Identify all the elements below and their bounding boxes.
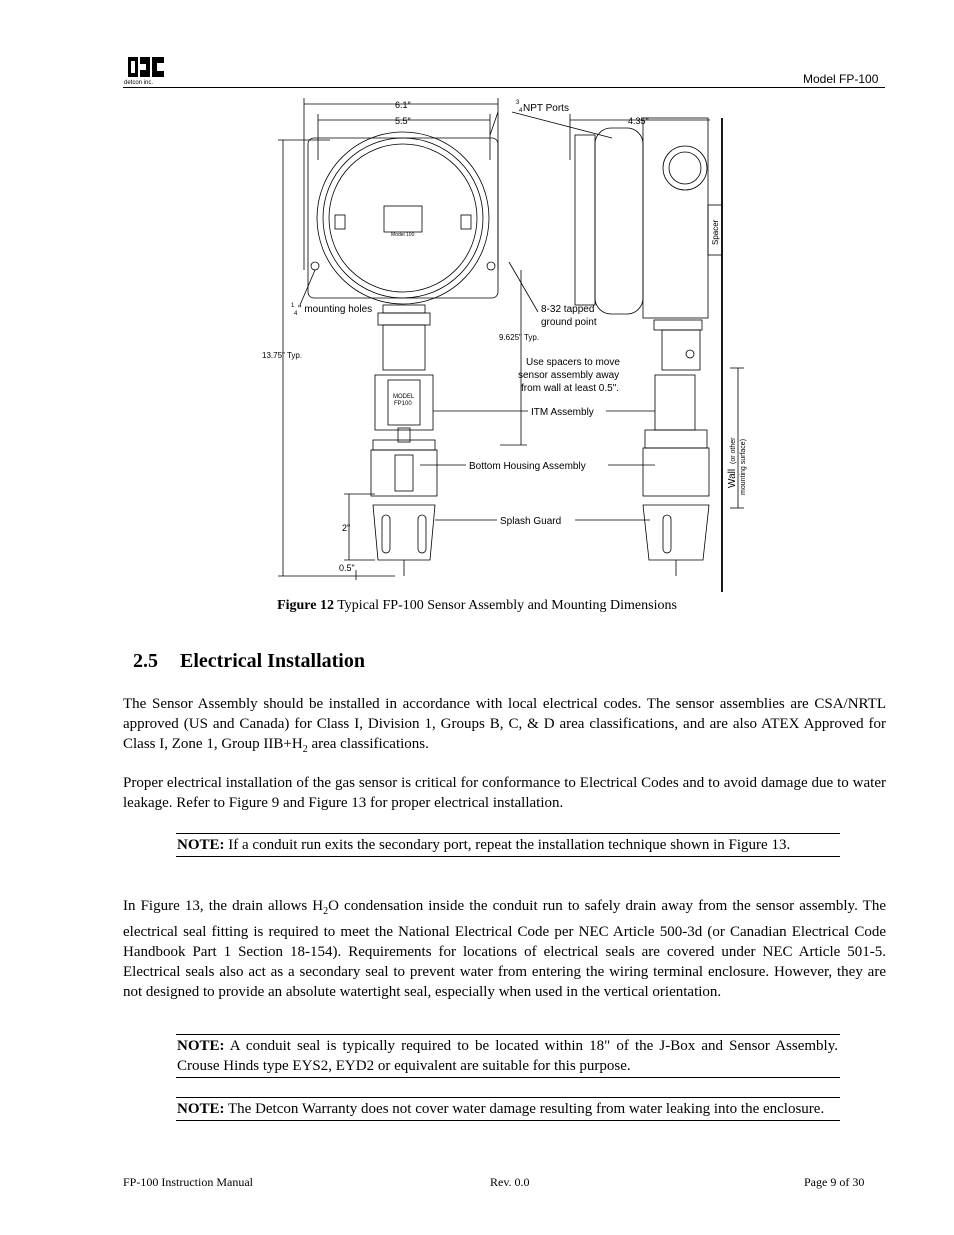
footer-manual: FP-100 Instruction Manual — [123, 1175, 253, 1189]
itm-fp-text: FP100 — [394, 401, 412, 407]
itm-model-text: MODEL — [393, 394, 415, 400]
p1-text-a: The Sensor Assembly should be installed in accordance with local electrical codes. The sensor assemblies are CSA/NRTL approved (US and Canada) for Class I, Division 1, Groups B, C, & D area classifications, and are also ATEX Approved for Class I, Zone 1, Group IIB+H — [123, 696, 886, 752]
mount-den: 4 — [294, 311, 298, 317]
mount-num: 1 — [291, 303, 295, 309]
note-3 — [176, 1097, 840, 1121]
note-label: NOTE: — [177, 1038, 225, 1054]
note-label: NOTE: — [177, 837, 225, 853]
tapped-label-1: 8-32 tapped — [541, 304, 595, 315]
figure-caption — [0, 598, 954, 614]
caption-label: Figure 12 — [277, 598, 334, 613]
note-text: If a conduit run exits the secondary port, repeat the installation technique shown in Figure 13. — [224, 837, 791, 853]
paragraph-3 — [123, 896, 886, 1002]
npt-ports-label: NPT Ports — [523, 103, 569, 114]
itm-assembly-label: ITM Assembly — [531, 407, 594, 418]
paragraph-2: Proper electrical installation of the gas sensor is critical for conformance to Electrical Codes and to avoid damage due to water leakage. Refer to Figure 9 and Figure 13 for proper electrical installation. — [123, 775, 886, 811]
p3-subscript: 2 — [323, 906, 329, 917]
bottom-housing-label: Bottom Housing Assembly — [469, 461, 586, 472]
wall-label-small: (or other — [730, 437, 737, 464]
footer-rev: Rev. 0.0 — [490, 1175, 530, 1189]
dim-13-75: 13.75" Typ. — [262, 351, 303, 360]
front-model-label: Model 100 — [391, 232, 415, 238]
p1-subscript: 2 — [302, 744, 308, 755]
spacers-note-2: sensor assembly away — [518, 370, 620, 381]
p3-text-b: O condensation inside the conduit run to safely drain away from the sensor assembly. The electrical seal fitting is required to meet the National Electrical Code per NEC Article 500-3d (or Canadian Electrical Code Handbook Part 1 Section 18-154). Requirements for locations of electrical seals are covered under NEC Article 501-5. Electrical seals also act as a secondary seal to prevent water from entering the wiring terminal enclosure. However, they are not designed to provide an absolute watertight seal, especially when used in the vertical orientation. — [123, 898, 886, 1000]
spacer-label: Spacer — [711, 219, 720, 245]
note-2 — [176, 1034, 840, 1078]
caption-text: Typical FP-100 Sensor Assembly and Mounting Dimensions — [333, 598, 677, 613]
spacers-note-1: Use spacers to move — [526, 357, 620, 368]
dim-5-5: 5.5" — [395, 116, 411, 126]
note-label: NOTE: — [177, 1101, 225, 1117]
mounting-holes-label: " mounting holes — [298, 304, 373, 315]
dim-2: 2" — [342, 523, 351, 533]
dim-6-1: 6.1" — [395, 100, 411, 110]
paragraph-1 — [123, 694, 886, 760]
dim-4-35: 4.35" — [628, 116, 649, 126]
npt-den: 4 — [519, 108, 523, 114]
note-text: A conduit seal is typically required to be located within 18" of the J-Box and Sensor Assembly. Crouse Hinds type EYS2, EYD2 or equivalent are suitable for this purpose. — [177, 1038, 838, 1074]
note-text: The Detcon Warranty does not cover water damage resulting from water leaking into the enclosure. — [224, 1101, 825, 1117]
section-heading — [133, 650, 365, 673]
dim-9-625: 9.625" Typ. — [499, 333, 540, 342]
tapped-label-2: ground point — [541, 317, 597, 328]
section-number: 2.5 — [133, 650, 158, 672]
spacers-note-3: from wall at least 0.5". — [521, 383, 620, 394]
mounting-dimensions-figure — [0, 0, 954, 600]
splash-guard-label: Splash Guard — [500, 516, 562, 527]
wall-label-small-2: mounting surface) — [740, 438, 747, 495]
section-title: Electrical Installation — [180, 650, 365, 672]
p1-text-b: area classifications. — [307, 736, 429, 752]
npt-num: 3 — [516, 100, 520, 106]
note-1 — [176, 833, 840, 857]
logo-text: detcon inc. — [124, 80, 154, 86]
dim-0-5: 0.5" — [339, 563, 355, 573]
footer-page: Page 9 of 30 — [804, 1175, 865, 1189]
p3-text-a: In Figure 13, the drain allows H — [123, 898, 324, 914]
header-model: Model FP-100 — [803, 72, 879, 86]
wall-label: Wall — [727, 468, 738, 488]
